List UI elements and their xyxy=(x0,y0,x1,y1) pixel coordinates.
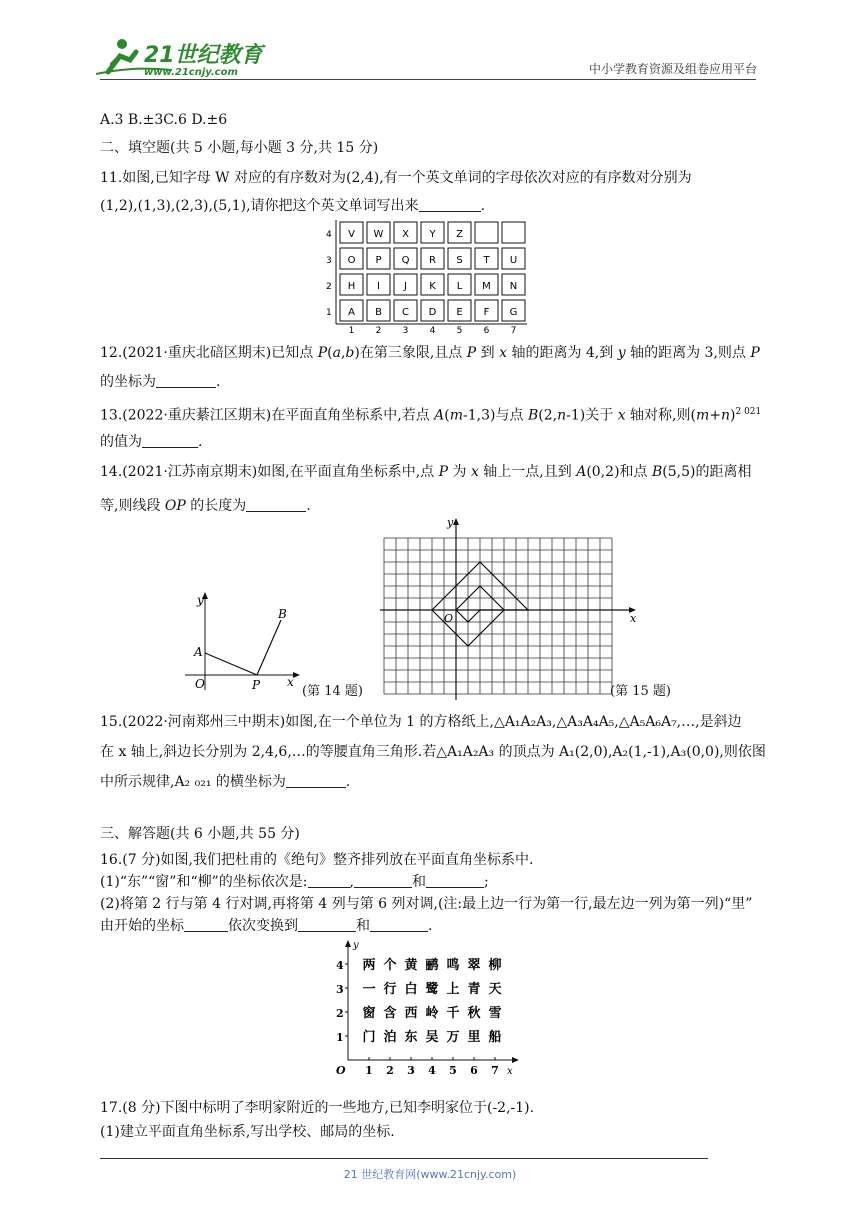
poem-col-label: 6 xyxy=(470,1064,478,1077)
answer-blank[interactable] xyxy=(354,873,412,888)
header-platform-text: 中小学教育资源及组卷应用平台 xyxy=(588,62,757,76)
grid-col-label: 4 xyxy=(429,326,436,336)
letter-label: J xyxy=(404,281,407,292)
poem-col-label: 4 xyxy=(428,1064,436,1077)
poem-char: 黄 xyxy=(404,958,418,973)
poem-col-label: 1 xyxy=(365,1064,373,1077)
answer-blank[interactable] xyxy=(426,873,484,888)
letter-label: U xyxy=(509,255,518,266)
letter-label: C xyxy=(402,307,409,318)
q12-line1: 12.(2021·重庆北碚区期末)已知点 P(a,b)在第三象限,且点 P 到 x 轴的距离为 4,到 y 轴的距离为 3,则点 P xyxy=(100,345,760,361)
section3-heading: 三、解答题(共 6 小题,共 55 分) xyxy=(100,826,300,842)
footer-divider xyxy=(100,1158,708,1159)
letter-cell xyxy=(475,222,498,243)
svg-text:www.21cnjy.com: www.21cnjy.com xyxy=(144,67,238,78)
poem-char: 万 xyxy=(446,1030,460,1045)
q15-line3: 中所示规律,A₂ ₀₂₁ 的横坐标为 . xyxy=(100,774,351,790)
grid-row-label: 1 xyxy=(326,308,332,318)
poem-col-label: 3 xyxy=(407,1064,415,1077)
letter-label: Z xyxy=(456,229,463,240)
q17-line2: (1)建立平面直角坐标系,写出学校、邮局的坐标. xyxy=(100,1124,395,1140)
poem-char: 西 xyxy=(404,1006,418,1021)
poem-col-label: 7 xyxy=(491,1064,499,1077)
grid-col-label: 2 xyxy=(375,326,382,336)
letter-label: V xyxy=(348,229,355,240)
poem-char: 上 xyxy=(446,982,460,997)
answer-blank[interactable] xyxy=(142,433,198,448)
poem-row-label: 4 xyxy=(336,959,344,972)
letter-label: W xyxy=(373,229,384,240)
poem-x-label: x xyxy=(507,1066,513,1077)
poem-char: 窗 xyxy=(362,1006,376,1021)
svg-text:21世纪教育: 21世纪教育 xyxy=(144,43,263,68)
fig14-x-label: x xyxy=(287,675,294,689)
q10-options: A.3 B.±3C.6 D.±6 xyxy=(100,112,228,128)
poem-char: 门 xyxy=(362,1030,376,1045)
fig14-point-a: A xyxy=(194,645,203,659)
letter-label: F xyxy=(483,307,490,318)
poem-char: 一 xyxy=(362,982,376,997)
grid-col-label: 3 xyxy=(402,326,409,336)
poem-char: 秋 xyxy=(467,1006,481,1021)
q15-line1: 15.(2022·河南郑州三中期末)如图,在一个单位为 1 的方格纸上,△A₁A₂A₃,△A₃A₄A₅,△A₅A₆A₇,…,是斜边 xyxy=(100,714,742,730)
fig14-caption: (第 14 题) xyxy=(302,684,363,699)
letter-cell xyxy=(502,222,525,243)
grid-row-label: 4 xyxy=(326,230,332,240)
fig14-y-label: y xyxy=(197,593,204,607)
header-divider xyxy=(100,79,756,80)
q16-line2: (1)“东”“窗”和“柳”的坐标依次是: , 和 ; xyxy=(100,874,489,890)
letter-label: X xyxy=(402,229,409,240)
poem-grid-figure xyxy=(334,938,524,1077)
letter-label: N xyxy=(509,281,518,292)
poem-char: 天 xyxy=(488,982,502,997)
q16-line3: (2)将第 2 行与第 4 行对调,再将第 4 列与第 6 列对调,(注:最上边一行为第一行,最左边一列为第一列)“里” xyxy=(100,896,753,912)
grid-row-label: 2 xyxy=(326,282,332,292)
letter-label: P xyxy=(375,255,382,266)
grid-row-label: 3 xyxy=(326,256,332,266)
poem-col-label: 5 xyxy=(449,1064,457,1077)
fig15-origin: O xyxy=(444,612,454,625)
poem-char: 柳 xyxy=(488,958,502,973)
letter-label: G xyxy=(509,307,518,318)
poem-char: 岭 xyxy=(425,1006,439,1021)
fig15-caption: (第 15 题) xyxy=(610,684,671,699)
q15-line2: 在 x 轴上,斜边长分别为 2,4,6,…的等腰直角三角形.若△A₁A₂A₃ 的顶点为 A₁(2,0),A₂(1,-1),A₃(0,0),则依图 xyxy=(100,744,766,760)
letter-label: B xyxy=(375,307,382,318)
answer-blank[interactable] xyxy=(156,373,216,388)
poem-char: 青 xyxy=(467,982,481,997)
q14-line1: 14.(2021·江苏南京期末)如图,在平面直角坐标系中,点 P 为 x 轴上一点,且到 A(0,2)和点 B(5,5)的距离相 xyxy=(100,464,752,480)
letter-label: M xyxy=(482,281,491,292)
poem-row-label: 3 xyxy=(336,983,344,996)
q17-line1: 17.(8 分)下图中标明了李明家附近的一些地方,已知李明家位于(-2,-1). xyxy=(100,1100,535,1116)
q16-line4: 由开始的坐标 依次变换到 和 . xyxy=(100,918,433,934)
q13-line1: 13.(2022·重庆綦江区期末)在平面直角坐标系中,若点 A(m-1,3)与点 B(2,n-1)关于 x 轴对称,则$(m+n)^{2 021}$ xyxy=(100,407,762,424)
fig14-origin: O xyxy=(195,677,205,691)
answer-blank[interactable] xyxy=(246,497,306,512)
section2-heading: 二、填空题(共 5 小题,每小题 3 分,共 15 分) xyxy=(100,140,379,156)
fig14-point-b: B xyxy=(278,607,287,621)
poem-row-label: 1 xyxy=(336,1031,344,1044)
letter-label: Y xyxy=(429,229,436,240)
poem-char: 白 xyxy=(404,982,418,997)
poem-char: 吴 xyxy=(425,1030,439,1045)
letter-label: H xyxy=(347,281,356,292)
poem-char: 翠 xyxy=(467,958,481,973)
q11-line1: 11.如图,已知字母 W 对应的有序数对为(2,4),有一个英文单词的字母依次对应的有序数对分别为 xyxy=(100,170,692,186)
grid-col-label: 7 xyxy=(510,326,517,336)
letter-label: O xyxy=(347,255,356,266)
site-logo xyxy=(92,34,272,80)
q13-line2: 的值为 . xyxy=(100,434,203,450)
grid-col-label: 1 xyxy=(348,326,355,336)
letter-grid-figure xyxy=(322,218,532,336)
fig15-y-label: y xyxy=(447,516,454,529)
letter-label: A xyxy=(348,307,355,318)
poem-char: 含 xyxy=(383,1006,397,1021)
letter-label: E xyxy=(456,307,463,318)
letter-label: S xyxy=(456,255,463,266)
poem-char: 船 xyxy=(488,1030,502,1045)
poem-origin: O xyxy=(336,1064,346,1077)
letter-label: D xyxy=(428,307,437,318)
poem-char: 个 xyxy=(383,958,397,973)
poem-col-label: 2 xyxy=(386,1064,394,1077)
figure-14 xyxy=(185,590,305,700)
q16-line1: 16.(7 分)如图,我们把杜甫的《绝句》整齐排列放在平面直角坐标系中. xyxy=(100,852,534,868)
poem-y-label: y xyxy=(353,940,359,951)
poem-char: 行 xyxy=(383,982,397,997)
fig15-x-label: x xyxy=(630,612,637,625)
answer-blank[interactable] xyxy=(419,197,481,212)
q12-line2: 的坐标为 . xyxy=(100,374,221,390)
poem-char: 东 xyxy=(404,1030,418,1045)
footer-text: 21 世纪教育网(www.21cnjy.com) xyxy=(343,1168,517,1181)
poem-char: 鹂 xyxy=(425,958,439,973)
poem-char: 鸣 xyxy=(446,958,460,973)
answer-blank[interactable] xyxy=(370,917,428,932)
fig14-point-p: P xyxy=(252,678,261,692)
page-header xyxy=(0,0,860,90)
letter-label: R xyxy=(429,255,436,266)
poem-row-label: 2 xyxy=(336,1007,344,1020)
answer-blank[interactable] xyxy=(308,873,350,888)
figure-15 xyxy=(378,516,637,696)
q14-line2: 等,则线段 OP 的长度为 . xyxy=(100,498,311,514)
q11-line2: (1,2),(1,3),(2,3),(5,1),请你把这个英文单词写出来 . xyxy=(100,198,486,214)
poem-char: 鹭 xyxy=(425,982,439,997)
poem-char: 雪 xyxy=(488,1006,502,1021)
grid-col-label: 6 xyxy=(483,326,490,336)
poem-char: 千 xyxy=(446,1006,460,1021)
answer-blank[interactable] xyxy=(286,773,346,788)
letter-label: Q xyxy=(401,255,410,266)
answer-blank[interactable] xyxy=(184,917,228,932)
letter-label: K xyxy=(429,281,436,292)
letter-label: T xyxy=(483,255,490,266)
answer-blank[interactable] xyxy=(298,917,356,932)
poem-char: 泊 xyxy=(383,1030,397,1045)
poem-char: 两 xyxy=(362,958,376,973)
letter-label: L xyxy=(456,281,463,292)
poem-char: 里 xyxy=(467,1030,481,1045)
letter-label: I xyxy=(377,281,380,292)
grid-col-label: 5 xyxy=(456,326,463,336)
